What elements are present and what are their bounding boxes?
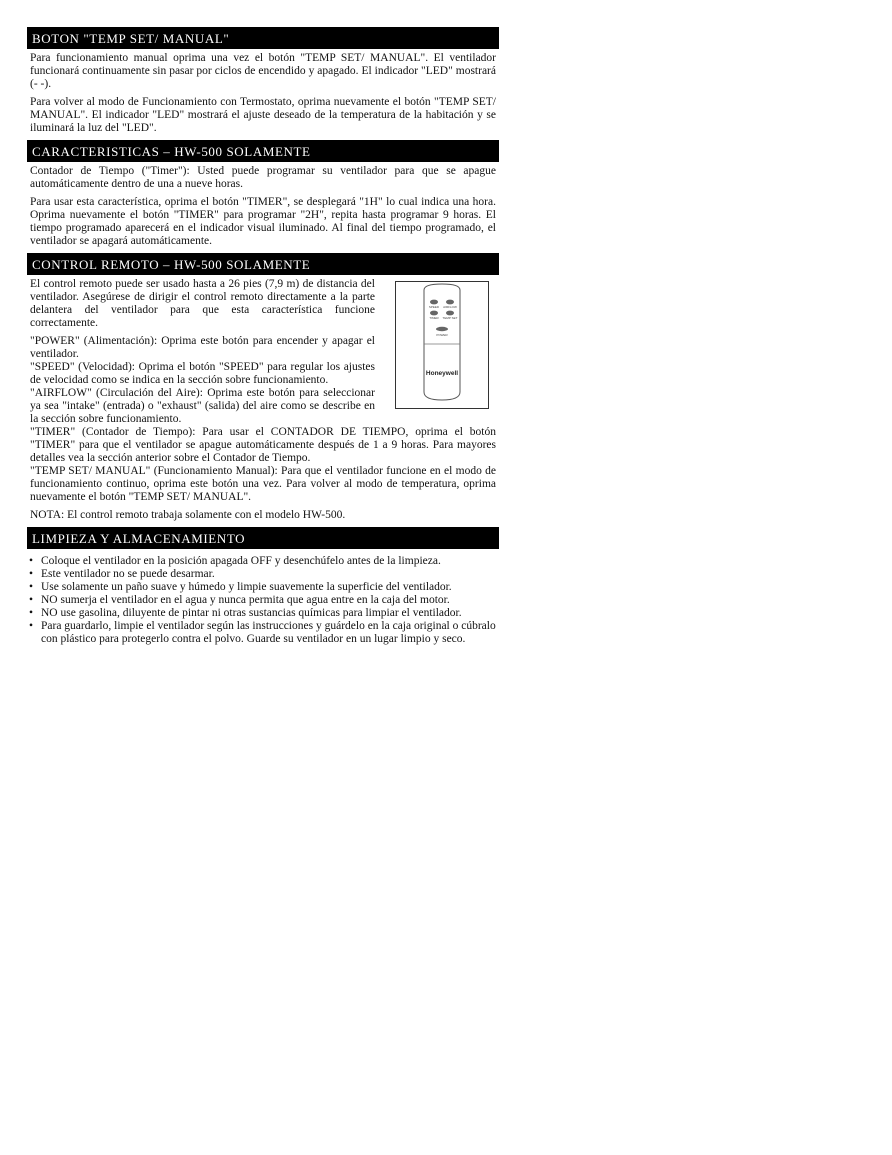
- manual-page-column: [27, 27, 499, 649]
- svg-text:TEMP SET: TEMP SET: [442, 316, 458, 320]
- section-header: CARACTERISTICAS – HW-500 SOLAMENTE: [27, 140, 499, 162]
- list-item: • Este ventilador no se puede desarmar.: [27, 568, 499, 581]
- remote-brand-label: Honeywell: [425, 370, 459, 377]
- list-item: • Use solamente un paño suave y húmedo y limpie suavemente la superficie del ventilador.: [27, 581, 499, 594]
- section-control-remoto: [27, 253, 499, 522]
- svg-text:POWER: POWER: [436, 333, 448, 337]
- paragraph: Para usar esta característica, oprima el botón "TIMER", se desplegará "1H" lo cual indica una hora. Oprima nuevamente el botón "TIMER" para programar "2H", repita hasta programar 9 horas. El tiempo programado aparecerá en el indicador visual iluminado. Al final del tiempo programado, el ventilador se apagará automáticamente.: [30, 196, 496, 247]
- remote-note: NOTA: El control remoto trabaja solamente con el modelo HW-500.: [30, 509, 346, 521]
- section-temp-set-manual: [27, 27, 499, 135]
- paragraph: Para funcionamiento manual oprima una vez el botón "TEMP SET/ MANUAL". El ventilador funcionará continuamente sin pasar por ciclos de encendido y apagado. El indicador "LED" mostrará (- -).: [30, 52, 496, 90]
- section-header: BOTON "TEMP SET/ MANUAL": [27, 27, 499, 49]
- svg-text:AIRFLOW: AIRFLOW: [443, 305, 457, 309]
- section-header: LIMPIEZA Y ALMACENAMIENTO: [27, 527, 499, 549]
- section-header: CONTROL REMOTO – HW-500 SOLAMENTE: [27, 253, 499, 275]
- list-item: • Coloque el ventilador en la posición apagada OFF y desenchúfelo antes de la limpieza.: [27, 555, 499, 568]
- section-caracteristicas: [27, 140, 499, 248]
- list-item: • Para guardarlo, limpie el ventilador según las instrucciones y guárdelo en la caja original o cúbralo con plástico para protegerlo contra el polvo. Guarde su ventilador en un lugar limpio y seco.: [27, 620, 499, 646]
- list-item: • NO sumerja el ventilador en el agua y nunca permita que agua entre en la caja del motor.: [27, 594, 499, 607]
- paragraph: Contador de Tiempo ("Timer"): Usted puede programar su ventilador para que se apague automáticamente dentro de una a nueve horas.: [30, 165, 496, 190]
- cleaning-list: [27, 555, 499, 646]
- remote-tempset-description: "TEMP SET/ MANUAL" (Funcionamiento Manual): Para que el ventilador funcione en el modo de funcionamiento continuo, oprima este botón una vez. Para volver al modo de temperatura, oprima nuevamente el botón "TEMP SET/ MANUAL".: [30, 465, 496, 503]
- paragraph: Para volver al modo de Funcionamiento con Termostato, oprima nuevamente el botón "TEMP SET/ MANUAL". El indicador "LED" mostrará el ajuste deseado de la temperatura de la habitación y se iluminará la luz del "LED".: [30, 96, 496, 134]
- remote-timer-description: "TIMER" (Contador de Tiempo): Para usar el CONTADOR DE TIEMPO, oprima el botón "TIMER" para que el ventilador se apague automáticamente después de 1 a 9 horas. Para mayores detalles vea la sección anterior sobre el Contador de Tiempo.: [30, 426, 496, 464]
- remote-power-description: "POWER" (Alimentación): Oprima este botón para encender y apagar el ventilador.: [30, 335, 375, 360]
- remote-speed-description: "SPEED" (Velocidad): Oprima el botón "SPEED" para regular los ajustes de velocidad como se indica en la sección sobre funcionamiento.: [30, 361, 375, 386]
- section-limpieza: [27, 527, 499, 646]
- svg-text:SPEED: SPEED: [428, 305, 440, 309]
- list-item: • NO use gasolina, diluyente de pintar ni otras sustancias químicas para limpiar el ventilador.: [27, 607, 499, 620]
- remote-airflow-description: "AIRFLOW" (Circulación del Aire): Oprima este botón para seleccionar ya sea "intake" (entrada) o "exhaust" (salida) del aire como se describe en la sección sobre funcionamiento.: [30, 387, 375, 425]
- paragraph: El control remoto puede ser usado hasta a 26 pies (7,9 m) de distancia del ventilador. Asegúrese de dirigir el control remoto directamente a la parte delantera del ventilador para que esta característica funcione correctamente.: [30, 278, 375, 329]
- remote-control-icon: [396, 282, 488, 408]
- svg-text:TIMER: TIMER: [429, 316, 439, 320]
- remote-control-illustration: [395, 281, 489, 409]
